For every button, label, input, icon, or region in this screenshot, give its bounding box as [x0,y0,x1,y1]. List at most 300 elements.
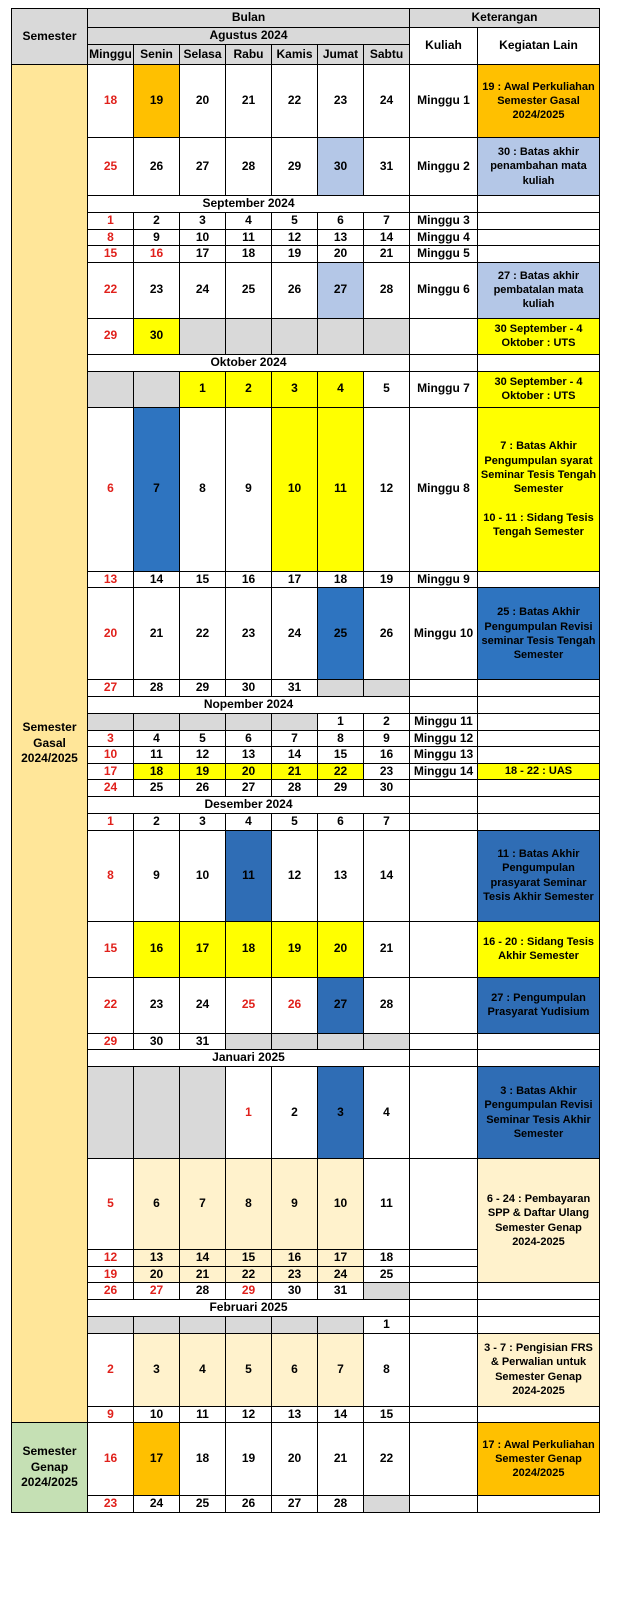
month-header: September 2024 [88,196,410,213]
day-cell-senin [134,1067,180,1159]
day-cell-senin: 9 [134,830,180,921]
day-cell-kamis: 26 [272,262,318,318]
day-cell-minggu: 27 [88,680,134,697]
day-cell-selasa: 24 [180,977,226,1033]
kegiatan-lain-cell: 30 September - 4 Oktober : UTS [478,318,600,354]
table-row [12,680,600,697]
day-cell-senin: 16 [134,921,180,977]
day-cell-selasa: 17 [180,246,226,263]
table-row [12,1316,600,1333]
kuliah-week-cell [410,1423,478,1496]
day-cell-minggu: 29 [88,1033,134,1050]
day-cell-senin: 2 [134,813,180,830]
day-cell-rabu: 11 [226,830,272,921]
header-kuliah: Kuliah [410,28,478,65]
day-cell-minggu: 15 [88,246,134,263]
kuliah-week-cell: Minggu 8 [410,407,478,571]
day-cell-minggu: 12 [88,1250,134,1267]
day-cell-senin [134,1316,180,1333]
kuliah-week-cell: Minggu 4 [410,229,478,246]
day-cell-kamis: 5 [272,813,318,830]
day-cell-jumat: 10 [318,1159,364,1250]
kegiatan-lain-cell [478,680,600,697]
day-cell-jumat: 24 [318,1266,364,1283]
kuliah-week-cell [410,921,478,977]
kuliah-week-cell: Minggu 11 [410,713,478,730]
day-cell-jumat: 29 [318,780,364,797]
day-cell-rabu: 8 [226,1159,272,1250]
day-cell-minggu: 1 [88,213,134,230]
day-cell-kamis: 17 [272,571,318,588]
day-header-kamis: Kamis [272,45,318,65]
day-cell-rabu: 2 [226,371,272,407]
academic-calendar-table [11,8,600,1513]
day-cell-sabtu: 7 [364,813,410,830]
day-cell-rabu: 6 [226,730,272,747]
day-header-rabu: Rabu [226,45,272,65]
kuliah-week-cell [410,1067,478,1159]
day-cell-minggu: 9 [88,1406,134,1423]
day-cell-minggu: 17 [88,763,134,780]
day-cell-sabtu: 5 [364,371,410,407]
day-cell-sabtu: 8 [364,1333,410,1406]
day-cell-selasa: 8 [180,407,226,571]
kuliah-week-cell [410,1316,478,1333]
kuliah-cell [410,796,478,813]
day-cell-sabtu: 12 [364,407,410,571]
day-cell-sabtu [364,1496,410,1513]
kegiatan-lain-cell: 3 - 7 : Pengisian FRS & Perwalian untuk Semester Genap 2024-2025 [478,1333,600,1406]
day-cell-rabu: 15 [226,1250,272,1267]
table-row [12,1159,600,1250]
day-cell-rabu [226,1033,272,1050]
kegiatan-lain-cell: 6 - 24 : Pembayaran SPP & Daftar Ulang Semester Genap 2024-2025 [478,1159,600,1283]
day-cell-senin: 21 [134,588,180,680]
header-semester: Semester [12,9,88,65]
kegiatan-lain-cell: 16 - 20 : Sidang Tesis Akhir Semester [478,921,600,977]
table-row [12,138,600,196]
kegiatan-lain-cell: 3 : Batas Akhir Pengumpulan Revisi Seminar Tesis Akhir Semester [478,1067,600,1159]
day-cell-rabu: 13 [226,747,272,764]
day-cell-minggu: 3 [88,730,134,747]
month-header: Oktober 2024 [88,354,410,371]
day-cell-jumat: 14 [318,1406,364,1423]
day-cell-selasa: 27 [180,138,226,196]
table-row [12,571,600,588]
day-cell-rabu: 4 [226,213,272,230]
day-cell-kamis: 20 [272,1423,318,1496]
day-cell-kamis [272,1316,318,1333]
day-cell-minggu [88,713,134,730]
header-kegiatan-lain: Kegiatan Lain [478,28,600,65]
day-cell-jumat: 3 [318,1067,364,1159]
day-cell-jumat: 25 [318,588,364,680]
kegiatan-lain-cell [478,1496,600,1513]
day-cell-jumat: 31 [318,1283,364,1300]
day-cell-rabu: 18 [226,921,272,977]
day-cell-minggu: 18 [88,65,134,138]
day-cell-selasa: 24 [180,262,226,318]
day-cell-jumat: 21 [318,1423,364,1496]
table-row [12,1067,600,1159]
day-cell-senin: 17 [134,1423,180,1496]
day-cell-kamis: 13 [272,1406,318,1423]
table-row [12,1333,600,1406]
day-cell-sabtu: 28 [364,977,410,1033]
table-row [12,921,600,977]
day-cell-jumat: 27 [318,977,364,1033]
day-cell-kamis [272,1033,318,1050]
kegiatan-lain-cell: 18 - 22 : UAS [478,763,600,780]
day-cell-kamis: 29 [272,138,318,196]
day-cell-jumat: 30 [318,138,364,196]
day-cell-selasa: 15 [180,571,226,588]
day-cell-jumat: 20 [318,921,364,977]
day-cell-rabu: 27 [226,780,272,797]
kegiatan-lain-cell [478,213,600,230]
day-cell-jumat: 23 [318,65,364,138]
day-cell-jumat: 1 [318,713,364,730]
day-cell-rabu [226,713,272,730]
table-row [12,747,600,764]
day-cell-kamis [272,713,318,730]
day-cell-rabu: 25 [226,262,272,318]
kuliah-cell [410,1299,478,1316]
day-cell-kamis: 16 [272,1250,318,1267]
day-cell-sabtu: 28 [364,262,410,318]
kegiatan-lain-cell: 17 : Awal Perkuliahan Semester Genap 2024/2025 [478,1423,600,1496]
day-cell-sabtu: 30 [364,780,410,797]
header-bulan: Bulan [88,9,410,28]
kuliah-week-cell: Minggu 10 [410,588,478,680]
day-cell-jumat [318,318,364,354]
day-cell-kamis: 10 [272,407,318,571]
month-header: Agustus 2024 [88,28,410,45]
day-cell-sabtu: 11 [364,1159,410,1250]
kuliah-week-cell [410,1033,478,1050]
day-cell-selasa: 1 [180,371,226,407]
day-cell-rabu: 1 [226,1067,272,1159]
table-row [12,65,600,138]
kegiatan-lain-cell [478,571,600,588]
table-row [12,763,600,780]
table-row [12,1423,600,1496]
day-cell-selasa: 20 [180,65,226,138]
kegiatan-cell [478,796,600,813]
day-cell-jumat: 17 [318,1250,364,1267]
day-cell-sabtu: 24 [364,65,410,138]
calendar-body [12,9,600,1513]
day-cell-minggu: 24 [88,780,134,797]
day-header-sabtu: Sabtu [364,45,410,65]
day-cell-kamis: 24 [272,588,318,680]
day-cell-senin: 19 [134,65,180,138]
month-header: Nopember 2024 [88,696,410,713]
day-cell-minggu: 26 [88,1283,134,1300]
day-cell-senin: 10 [134,1406,180,1423]
kegiatan-lain-cell: 11 : Batas Akhir Pengumpulan prasyarat Seminar Tesis Akhir Semester [478,830,600,921]
day-cell-senin: 4 [134,730,180,747]
kuliah-week-cell [410,1250,478,1267]
kegiatan-lain-cell [478,1406,600,1423]
day-cell-rabu: 19 [226,1423,272,1496]
kuliah-week-cell [410,318,478,354]
day-cell-rabu: 9 [226,407,272,571]
kuliah-week-cell [410,830,478,921]
day-cell-sabtu: 4 [364,1067,410,1159]
day-cell-rabu: 18 [226,246,272,263]
day-cell-minggu: 2 [88,1333,134,1406]
day-cell-sabtu: 14 [364,830,410,921]
day-cell-minggu: 20 [88,588,134,680]
day-cell-kamis: 7 [272,730,318,747]
day-cell-rabu: 21 [226,65,272,138]
kegiatan-cell [478,196,600,213]
day-cell-minggu: 15 [88,921,134,977]
kegiatan-lain-cell [478,730,600,747]
kuliah-week-cell: Minggu 5 [410,246,478,263]
table-row [12,407,600,571]
table-row [12,371,600,407]
day-cell-sabtu: 21 [364,921,410,977]
day-cell-senin: 24 [134,1496,180,1513]
day-cell-kamis: 5 [272,213,318,230]
day-cell-selasa: 25 [180,1496,226,1513]
day-cell-selasa: 31 [180,1033,226,1050]
month-header: Januari 2025 [88,1050,410,1067]
kegiatan-lain-cell [478,780,600,797]
kuliah-week-cell [410,1159,478,1250]
day-cell-selasa: 12 [180,747,226,764]
day-cell-sabtu [364,680,410,697]
day-cell-senin: 23 [134,262,180,318]
day-cell-selasa: 3 [180,813,226,830]
day-cell-selasa: 26 [180,780,226,797]
kegiatan-cell [478,1299,600,1316]
table-row [12,246,600,263]
kegiatan-lain-cell: 19 : Awal Perkuliahan Semester Gasal 2024/2025 [478,65,600,138]
day-cell-minggu: 25 [88,138,134,196]
kuliah-week-cell: Minggu 14 [410,763,478,780]
day-cell-rabu [226,1316,272,1333]
kuliah-week-cell [410,977,478,1033]
day-cell-minggu: 1 [88,813,134,830]
day-cell-sabtu: 1 [364,1316,410,1333]
kegiatan-lain-cell [478,813,600,830]
day-cell-kamis: 22 [272,65,318,138]
day-cell-jumat [318,1316,364,1333]
day-cell-sabtu [364,1033,410,1050]
day-cell-minggu [88,1067,134,1159]
day-cell-jumat: 6 [318,213,364,230]
table-row [12,780,600,797]
table-row [12,713,600,730]
day-cell-jumat: 20 [318,246,364,263]
day-cell-sabtu: 19 [364,571,410,588]
semester-genap-label: Semester Genap 2024/2025 [12,1423,88,1513]
kegiatan-lain-cell [478,229,600,246]
day-cell-sabtu: 9 [364,730,410,747]
day-cell-kamis: 12 [272,229,318,246]
day-cell-sabtu: 26 [364,588,410,680]
day-cell-sabtu: 7 [364,213,410,230]
day-cell-senin: 13 [134,1250,180,1267]
day-cell-senin: 14 [134,571,180,588]
day-cell-jumat [318,680,364,697]
day-cell-kamis: 19 [272,921,318,977]
day-cell-kamis: 23 [272,1266,318,1283]
day-cell-sabtu: 2 [364,713,410,730]
day-cell-sabtu: 23 [364,763,410,780]
day-cell-selasa: 14 [180,1250,226,1267]
kuliah-week-cell: Minggu 1 [410,65,478,138]
table-row [12,1283,600,1300]
day-cell-jumat: 28 [318,1496,364,1513]
day-cell-minggu: 23 [88,1496,134,1513]
day-cell-minggu: 8 [88,830,134,921]
day-cell-kamis: 12 [272,830,318,921]
kuliah-week-cell [410,1266,478,1283]
month-header: Desember 2024 [88,796,410,813]
day-cell-senin: 2 [134,213,180,230]
day-cell-senin: 25 [134,780,180,797]
day-cell-rabu: 11 [226,229,272,246]
day-cell-kamis [272,318,318,354]
day-cell-jumat: 13 [318,830,364,921]
kuliah-cell [410,1050,478,1067]
kegiatan-lain-cell [478,713,600,730]
table-row [12,262,600,318]
kegiatan-line: 7 : Batas Akhir Pengumpulan syarat Seminar Tesis Tengah Semester [480,440,597,496]
day-cell-selasa: 5 [180,730,226,747]
day-cell-kamis: 3 [272,371,318,407]
day-cell-jumat: 7 [318,1333,364,1406]
kegiatan-cell [478,696,600,713]
day-cell-senin: 16 [134,246,180,263]
day-cell-sabtu [364,318,410,354]
day-cell-sabtu: 21 [364,246,410,263]
day-cell-senin: 26 [134,138,180,196]
day-header-jumat: Jumat [318,45,364,65]
day-cell-selasa: 10 [180,229,226,246]
kuliah-week-cell: Minggu 13 [410,747,478,764]
day-cell-selasa: 7 [180,1159,226,1250]
kuliah-week-cell [410,1283,478,1300]
day-cell-selasa [180,713,226,730]
kegiatan-cell [478,1050,600,1067]
kuliah-week-cell [410,1333,478,1406]
day-cell-minggu [88,1316,134,1333]
day-cell-jumat: 6 [318,813,364,830]
kuliah-cell [410,196,478,213]
day-cell-rabu: 25 [226,977,272,1033]
day-cell-jumat: 27 [318,262,364,318]
table-row [12,213,600,230]
day-cell-jumat: 18 [318,571,364,588]
day-cell-minggu [88,371,134,407]
table-row [12,1033,600,1050]
day-cell-jumat [318,1033,364,1050]
day-header-senin: Senin [134,45,180,65]
table-row [12,318,600,354]
kegiatan-lain-cell: 30 : Batas akhir penambahan mata kuliah [478,138,600,196]
day-cell-jumat: 8 [318,730,364,747]
table-row [12,977,600,1033]
day-cell-jumat: 15 [318,747,364,764]
kuliah-week-cell: Minggu 3 [410,213,478,230]
day-cell-sabtu: 15 [364,1406,410,1423]
day-cell-rabu: 23 [226,588,272,680]
kegiatan-lain-cell [478,747,600,764]
day-cell-jumat: 22 [318,763,364,780]
day-cell-kamis: 27 [272,1496,318,1513]
day-cell-selasa: 10 [180,830,226,921]
day-cell-minggu: 6 [88,407,134,571]
kegiatan-lain-cell [478,246,600,263]
day-cell-selasa: 18 [180,1423,226,1496]
day-cell-rabu: 28 [226,138,272,196]
day-cell-rabu: 4 [226,813,272,830]
day-cell-minggu: 8 [88,229,134,246]
day-cell-jumat: 11 [318,407,364,571]
day-header-selasa: Selasa [180,45,226,65]
kuliah-cell [410,354,478,371]
day-cell-sabtu: 31 [364,138,410,196]
table-row [12,730,600,747]
kegiatan-lain-cell [478,1033,600,1050]
day-cell-selasa: 19 [180,763,226,780]
day-cell-selasa: 4 [180,1333,226,1406]
table-row [12,588,600,680]
day-cell-senin: 11 [134,747,180,764]
kuliah-week-cell [410,1406,478,1423]
day-cell-senin: 18 [134,763,180,780]
table-row [12,229,600,246]
day-cell-kamis: 19 [272,246,318,263]
day-cell-minggu: 22 [88,262,134,318]
day-cell-minggu: 22 [88,977,134,1033]
kuliah-week-cell: Minggu 12 [410,730,478,747]
table-row [12,1496,600,1513]
header-keterangan: Keterangan [410,9,600,28]
kegiatan-lain-cell: 27 : Pengumpulan Prasyarat Yudisium [478,977,600,1033]
kuliah-week-cell [410,680,478,697]
day-cell-selasa: 3 [180,213,226,230]
day-cell-kamis: 30 [272,1283,318,1300]
day-cell-rabu: 22 [226,1266,272,1283]
day-cell-sabtu: 25 [364,1266,410,1283]
kegiatan-lain-cell: 27 : Batas akhir pembatalan mata kuliah [478,262,600,318]
day-cell-selasa: 11 [180,1406,226,1423]
day-cell-selasa: 21 [180,1266,226,1283]
day-cell-kamis: 9 [272,1159,318,1250]
day-cell-senin [134,713,180,730]
month-header: Februari 2025 [88,1299,410,1316]
kegiatan-lain-cell [478,1316,600,1333]
day-cell-sabtu: 16 [364,747,410,764]
day-cell-minggu: 5 [88,1159,134,1250]
day-cell-senin: 7 [134,407,180,571]
kegiatan-lain-cell [478,1283,600,1300]
day-cell-senin: 30 [134,318,180,354]
kuliah-week-cell: Minggu 9 [410,571,478,588]
day-cell-rabu: 20 [226,763,272,780]
kuliah-week-cell: Minggu 6 [410,262,478,318]
table-row [12,813,600,830]
day-cell-jumat: 4 [318,371,364,407]
table-row [12,830,600,921]
day-cell-sabtu [364,1283,410,1300]
